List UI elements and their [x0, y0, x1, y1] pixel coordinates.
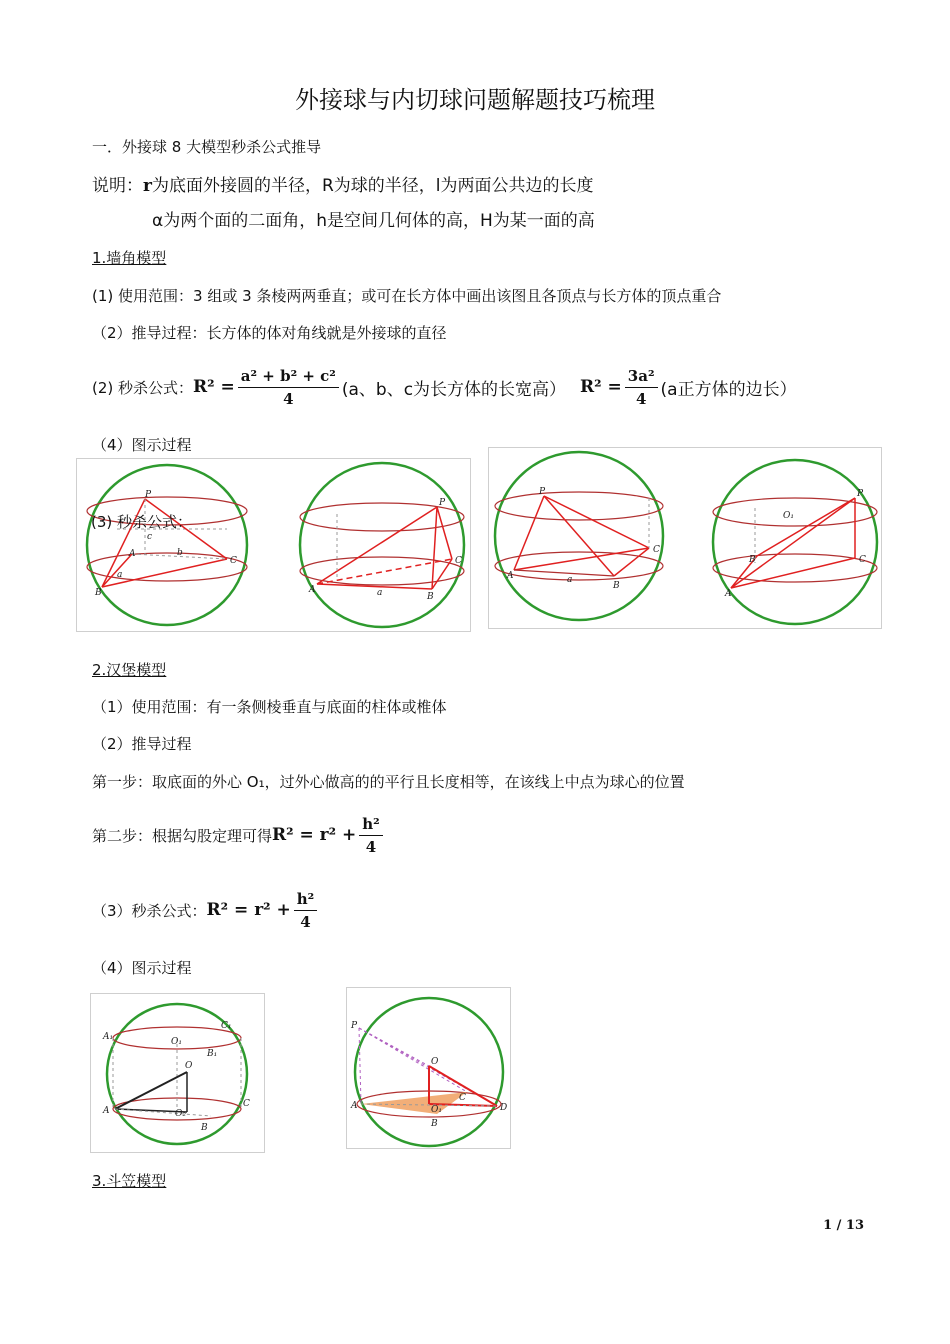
formula1-lhs: R² = — [193, 377, 235, 397]
note-alpha-symbol: α — [152, 211, 164, 231]
model2-item-3-label: （3）秒杀公式： — [92, 901, 207, 920]
label-o1-4: O₁ — [783, 511, 794, 521]
label-o-6: O — [431, 1057, 439, 1067]
formula2-fraction — [625, 365, 658, 410]
formula1-numerator: a² + b² + c² — [238, 365, 339, 388]
label-c-2: C — [455, 556, 462, 566]
label-b-4: B — [749, 555, 756, 565]
page-title: 外接球与内切球问题解题技巧梳理 — [295, 86, 655, 114]
label-c-edge: c — [147, 532, 153, 542]
model1-item-4: （4）图示过程 — [92, 436, 192, 454]
model2-step-1: 第一步：取底面的外心 O₁，过外心做高的的平行且长度相等，在该线上中点为球心的位置 — [92, 773, 685, 791]
step2-fraction — [359, 813, 382, 858]
label-b-3: B — [613, 581, 620, 591]
model1-formula-row — [92, 362, 797, 412]
model3-heading: 3.斗笠模型 — [92, 1172, 167, 1190]
item3-fraction — [294, 888, 317, 933]
label-p: P — [145, 490, 152, 500]
section-heading: 一．外接球 8 大模型秒杀公式推导 — [92, 138, 322, 156]
model1-heading: 1.墙角模型 — [92, 249, 167, 267]
model2-item-2: （2）推导过程 — [92, 735, 192, 753]
label-c1-5: C₁ — [221, 1021, 232, 1031]
figure-burger-a — [90, 993, 265, 1153]
model2-item-3 — [92, 885, 320, 935]
note-line-1 — [92, 171, 594, 196]
label-a-4: A — [725, 589, 732, 599]
page-number: 1 / 13 — [823, 1218, 864, 1233]
label-p-4: P — [857, 489, 864, 499]
overlay-text: (3) 秒杀公式： — [91, 513, 193, 531]
label-c: C — [230, 556, 237, 566]
label-b-2: B — [427, 592, 434, 602]
label-o2-5: O₂ — [175, 1109, 186, 1119]
formula1-fraction — [238, 365, 339, 410]
formula1-denominator: 4 — [283, 389, 294, 408]
label-b-edge: b — [177, 548, 183, 558]
note-line-2 — [152, 206, 595, 231]
step2-numerator: h² — [359, 813, 382, 836]
label-o1-6: O₁ — [431, 1105, 442, 1115]
label-c-6: C — [459, 1093, 466, 1103]
item3-lhs: R² = r² + — [206, 900, 291, 920]
formula2-denominator: 4 — [635, 389, 647, 408]
figure-burger-b — [346, 987, 511, 1149]
label-a-edge: a — [117, 570, 123, 580]
note-line-2-text: 为两个面的二面角，h是空间几何体的高，H为某一面的高 — [163, 211, 595, 231]
model1-formula-label: (2) 秒杀公式： — [92, 378, 194, 397]
model2-step-2 — [92, 810, 386, 860]
model2-item-1: （1）使用范围：有一条侧棱垂直与底面的柱体或椎体 — [92, 698, 447, 716]
step2-denominator: 4 — [365, 837, 377, 856]
label-c-5: C — [243, 1099, 250, 1109]
note-line-1-text: 为底面外接圆的半径，R为球的半径，l为两面公共边的长度 — [151, 176, 594, 196]
model2-heading: 2.汉堡模型 — [92, 661, 167, 679]
note-label: 说明： — [92, 176, 143, 196]
label-d-6: D — [500, 1103, 508, 1113]
label-a-edge-2: a — [377, 588, 383, 598]
model2-step-2-label: 第二步：根据勾股定理可得 — [92, 826, 273, 845]
label-a-6: A — [351, 1101, 358, 1111]
label-b1-5: B₁ — [207, 1049, 218, 1059]
label-c-4: C — [859, 555, 866, 565]
formula2-lhs: R² = — [580, 377, 622, 397]
wall-corner-diagrams-a — [77, 459, 470, 631]
burger-diagram-b — [347, 988, 510, 1148]
item3-numerator: h² — [294, 888, 317, 911]
model1-item-2: （2）推导过程：长方体的体对角线就是外接球的直径 — [92, 324, 447, 342]
label-b-5: B — [201, 1123, 208, 1133]
label-a-3: A — [507, 571, 514, 581]
figure-wall-corner-a — [76, 458, 471, 632]
label-a-2: A — [309, 585, 316, 595]
wall-corner-diagrams-b — [489, 448, 881, 628]
label-a1-5: A₁ — [103, 1032, 114, 1042]
model1-item-1: (1) 使用范围：3 组或 3 条棱两两垂直；或可在长方体中画出该图且各顶点与长方体的顶点重合 — [92, 287, 722, 305]
label-p-6: P — [351, 1021, 358, 1031]
label-b-6: B — [431, 1119, 438, 1129]
model2-item-4: （4）图示过程 — [92, 959, 192, 977]
label-a: A — [129, 549, 136, 559]
label-p-2: P — [439, 498, 446, 508]
formula2-note: (a正方体的边长） — [660, 379, 797, 400]
label-o-5: O — [185, 1061, 193, 1071]
figure-wall-corner-b — [488, 447, 882, 629]
step2-lhs: R² = r² + — [272, 825, 357, 845]
label-o1-5: O₁ — [171, 1037, 182, 1047]
label-b: B — [95, 588, 102, 598]
label-a-edge-3: a — [567, 575, 573, 585]
item3-denominator: 4 — [300, 912, 311, 931]
label-p-3: P — [539, 487, 546, 497]
label-c-3: C — [653, 545, 660, 555]
note-r-symbol: r — [143, 176, 152, 196]
burger-diagram-a — [91, 994, 264, 1152]
formula1-note: (a、b、c为长方体的长宽高） — [341, 379, 567, 400]
label-a-5: A — [103, 1106, 110, 1116]
formula2-numerator: 3a² — [625, 365, 658, 388]
